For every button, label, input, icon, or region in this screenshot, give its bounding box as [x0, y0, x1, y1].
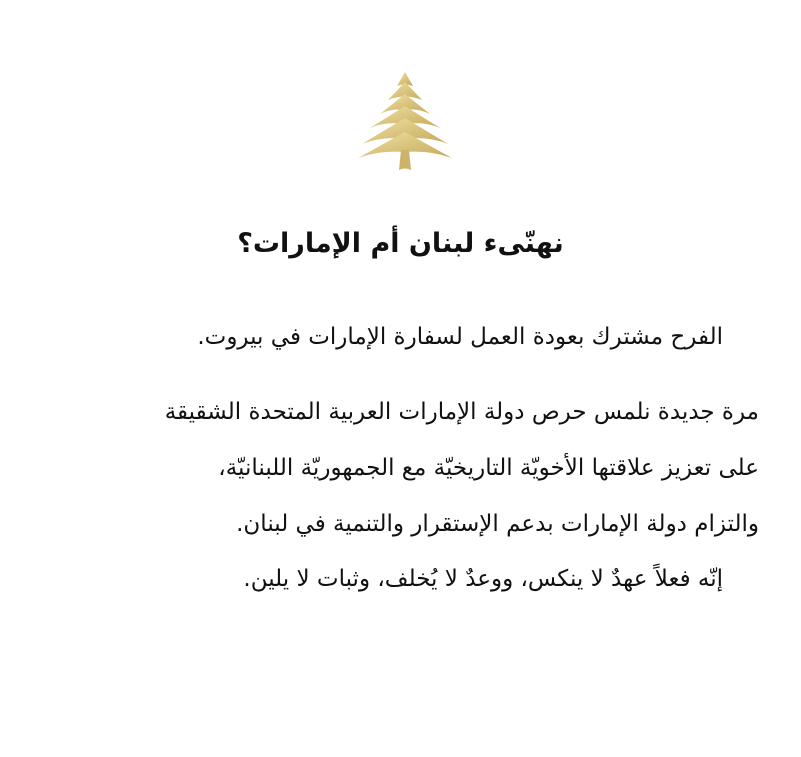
paragraph-1 — [33, 318, 723, 356]
paragraph-3 — [33, 560, 723, 598]
paragraph-line: والتزام دولة الإمارات بدعم الإستقرار والتنمية في لبنان. — [236, 511, 759, 537]
cedar-tree-icon — [350, 66, 460, 176]
paragraph-line: على تعزيز علاقتها الأخويّة التاريخيّة مع الجمهوريّة اللبنانيّة، — [218, 455, 759, 481]
paragraph-line: الفرح مشترك بعودة العمل لسفارة الإمارات في بيروت. — [197, 324, 723, 350]
paragraph-line: مرة جديدة نلمس حرص دولة الإمارات العربية المتحدة الشقيقة — [164, 399, 759, 425]
paragraph-line: إنّه فعلاً عهدٌ لا ينكس، ووعدٌ لا يُخلف، وثبات لا يلين. — [243, 566, 723, 592]
page-title: نهنّىء لبنان أم الإمارات؟ — [237, 228, 564, 259]
paragraph-2 — [39, 384, 759, 552]
